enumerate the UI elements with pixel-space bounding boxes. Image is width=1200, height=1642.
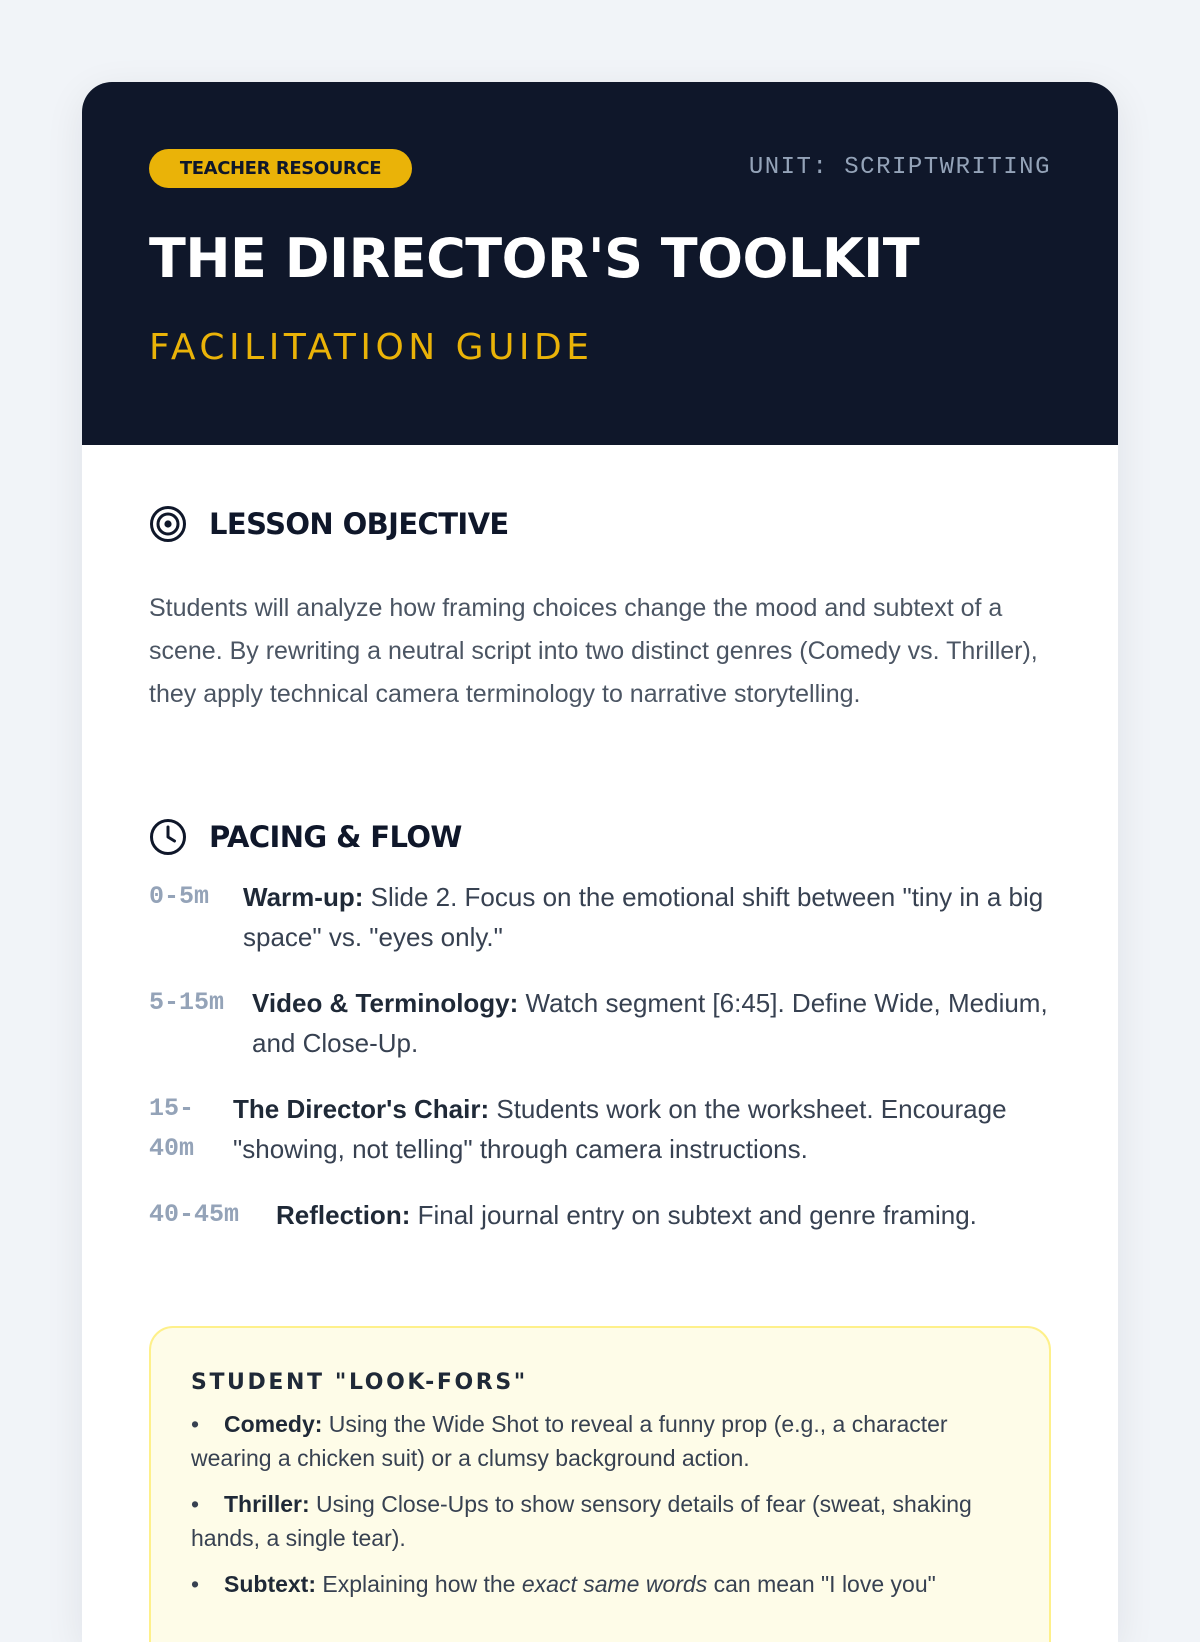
target-icon — [149, 505, 187, 543]
pacing-title: Video & Terminology: — [252, 988, 519, 1018]
pacing-body — [233, 1089, 1059, 1169]
pacing-heading: PACING & FLOW — [209, 820, 462, 854]
pacing-text: Final journal entry on subtext and genre framing. — [410, 1200, 977, 1230]
look-fors-list — [191, 1407, 1009, 1601]
page-subtitle: FACILITATION GUIDE — [149, 327, 594, 368]
objective-heading-row — [149, 505, 509, 543]
unit-label: UNIT: SCRIPTWRITING — [748, 154, 1051, 181]
look-fors-callout — [149, 1326, 1051, 1642]
resource-badge: TEACHER RESOURCE — [149, 149, 412, 188]
objective-text: Students will analyze how framing choices change the mood and subtext of a scene. By rewriting a neutral script into two distinct genres (Comedy vs. Thriller), they apply technical camera terminology to narrative storytelling. — [149, 594, 1038, 708]
pacing-title: Warm-up: — [243, 882, 364, 912]
look-for-title: Comedy: — [224, 1411, 323, 1437]
look-for-text: can mean "I love you" — [707, 1571, 936, 1597]
look-for-emphasis: exact same words — [521, 1571, 708, 1597]
pacing-title: The Director's Chair: — [233, 1094, 490, 1124]
bullet-icon: • — [191, 1411, 200, 1437]
pacing-time: 0-5m — [149, 882, 210, 911]
guide-header — [82, 82, 1118, 445]
pacing-text: Slide 2. Focus on the emotional shift between "tiny in a big space" vs. "eyes only." — [243, 882, 1044, 952]
pacing-body — [252, 983, 1059, 1063]
look-for-text: Using the Wide Shot to reveal a funny prop (e.g., a character wearing a chicken suit) or a clumsy background action. — [191, 1411, 948, 1471]
look-for-text: Explaining how the — [316, 1571, 522, 1597]
pacing-heading-row — [149, 818, 462, 856]
look-fors-heading: STUDENT "LOOK-FORS" — [191, 1370, 528, 1395]
bullet-icon: • — [191, 1571, 200, 1597]
pacing-body — [276, 1195, 1059, 1235]
pacing-item — [149, 877, 1059, 957]
pacing-text: Watch segment [6:45]. Define Wide, Medium, and Close-Up. — [252, 988, 1048, 1058]
guide-card — [82, 82, 1118, 1642]
pacing-title: Reflection: — [276, 1200, 411, 1230]
pacing-item — [149, 1195, 1059, 1235]
look-for-title: Subtext: — [224, 1571, 316, 1597]
look-for-text: Using Close-Ups to show sensory details of fear (sweat, shaking hands, a single tear). — [191, 1491, 972, 1551]
objective-heading: LESSON OBJECTIVE — [209, 507, 509, 541]
pacing-text: Students work on the worksheet. Encourage "showing, not telling" through camera instructions. — [233, 1094, 1007, 1164]
list-item — [191, 1407, 1009, 1475]
clock-icon — [149, 818, 187, 856]
pacing-time: 40-45m — [149, 1200, 240, 1229]
pacing-time: 5-15m — [149, 988, 225, 1017]
pacing-time: 15-40m — [149, 1094, 195, 1163]
bullet-icon: • — [191, 1491, 200, 1517]
look-for-title: Thriller: — [224, 1491, 310, 1517]
pacing-body — [243, 877, 1059, 957]
pacing-item — [149, 983, 1059, 1063]
page-title: THE DIRECTOR'S TOOLKIT — [149, 227, 920, 290]
list-item — [191, 1487, 1009, 1555]
list-item — [191, 1567, 1009, 1601]
pacing-item — [149, 1089, 1059, 1169]
pacing-list — [149, 877, 1059, 1261]
